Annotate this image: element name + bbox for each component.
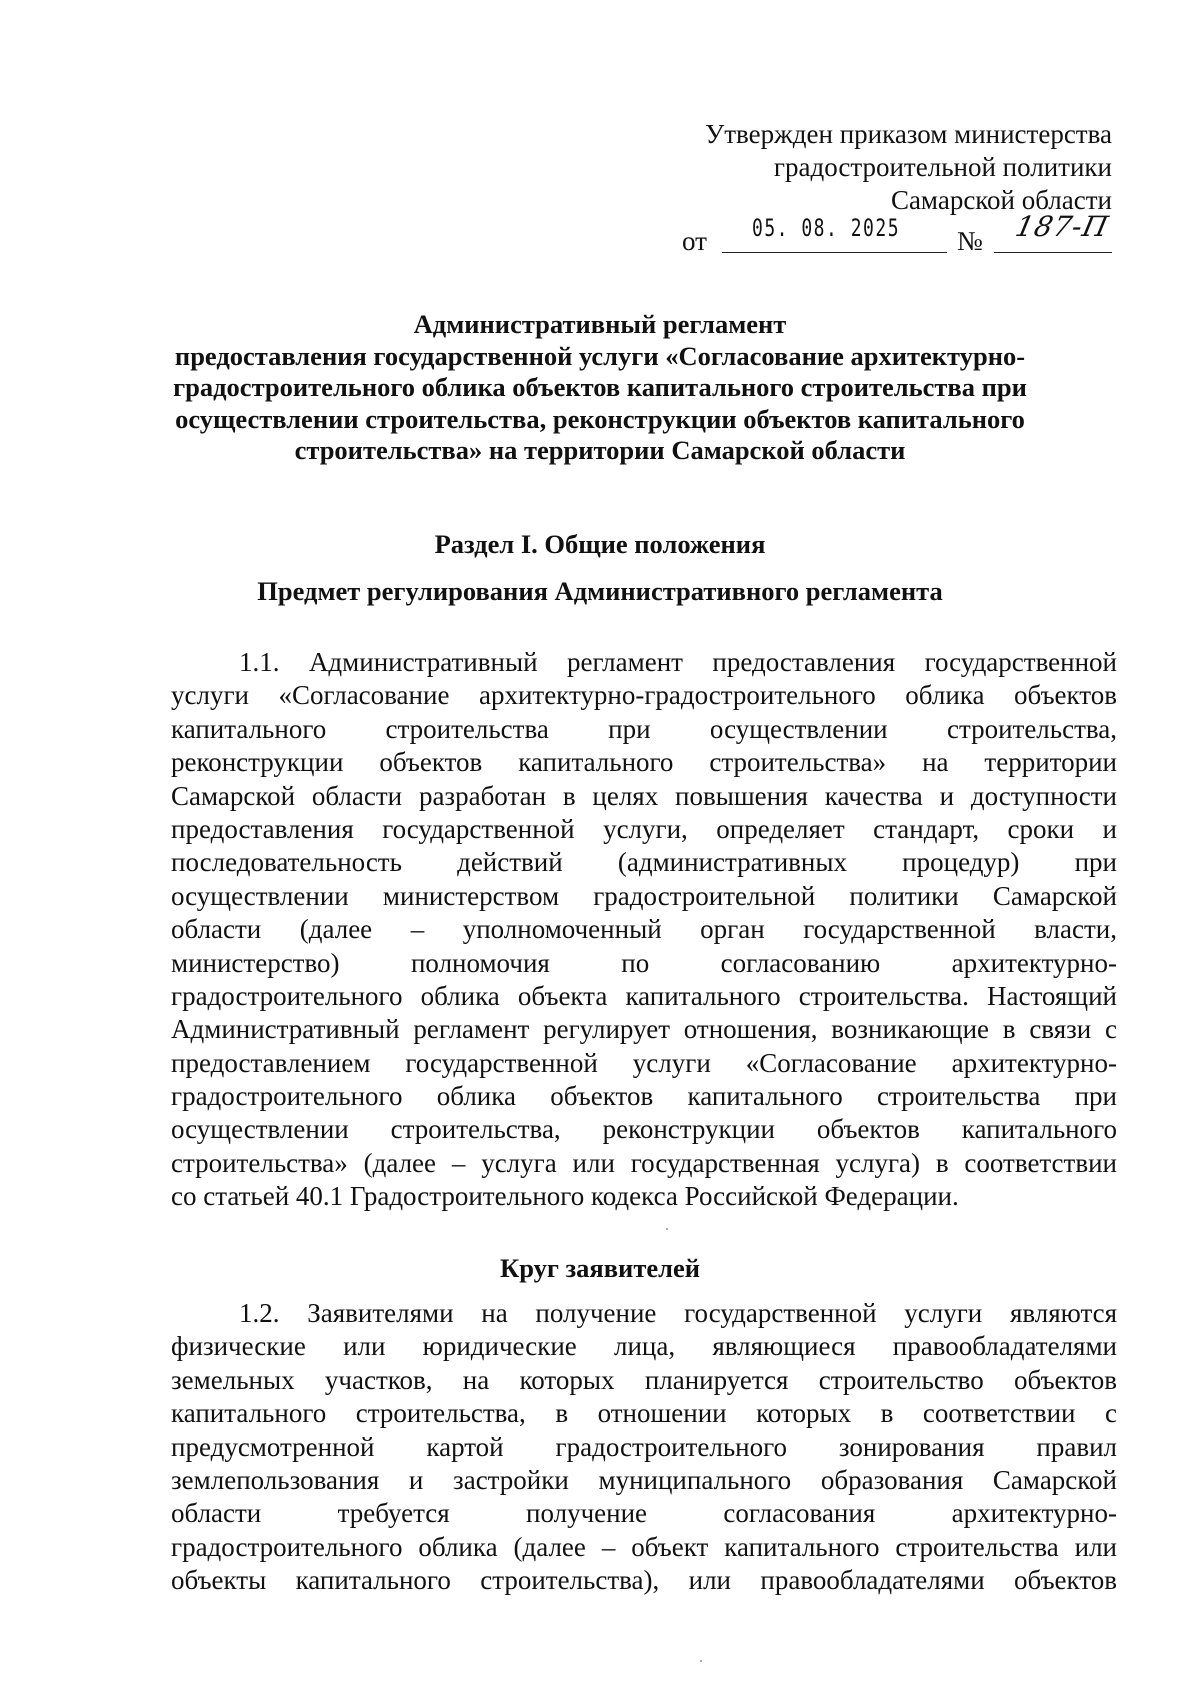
title-line: Административный регламент <box>413 309 787 339</box>
order-date-number-row <box>682 212 1112 258</box>
title-line: осуществлении строительства, реконструкции объектов капитального <box>175 403 1025 434</box>
paragraph-line: 1.2. Заявителями на получение государственной услуги являются <box>239 1298 1117 1328</box>
approval-block <box>705 118 1112 217</box>
paragraph-line: 1.1. Административный регламент предоставления государственной <box>239 647 1117 677</box>
paragraph-line: капитального строительства при осуществлении строительства, <box>171 713 1117 744</box>
paragraph-line: физические или юридические лица, являющиеся правообладателями <box>171 1331 1117 1362</box>
section-heading: Раздел I. Общие положения <box>434 529 766 559</box>
date-prefix: от <box>682 226 707 256</box>
paragraph-line: области (далее – уполномоченный орган государственной власти, <box>171 914 1117 945</box>
scan-speck <box>666 1228 668 1230</box>
paragraph-line: предоставления государственной услуги, определяет стандарт, сроки и <box>171 813 1117 844</box>
paragraph-line: строительства» (далее – услуга или государственная услуга) в соответствии <box>171 1147 1117 1178</box>
paragraph-line: землепользования и застройки муниципального образования Самарской <box>171 1464 1117 1495</box>
paragraph-line: Самарской области разработан в целях повышения качества и доступности <box>171 780 1117 811</box>
subject-heading: Предмет регулирования Административного регламента <box>257 576 943 606</box>
approval-line: градостроительной политики <box>773 152 1112 182</box>
paragraph-1-1 <box>171 646 1117 1214</box>
title-line: строительства» на территории Самарской области <box>294 435 906 465</box>
paragraph-line: градостроительного облика (далее – объект капитального строительства или <box>171 1531 1117 1562</box>
document-title <box>150 309 1050 467</box>
scan-speck <box>700 1660 702 1662</box>
paragraph-line: министерство) полномочия по согласованию архитектурно- <box>171 947 1117 978</box>
paragraph-line: осуществлении министерством градостроительной политики Самарской <box>171 880 1117 911</box>
paragraph-line: предусмотренной картой градостроительного зонирования правил <box>171 1431 1117 1462</box>
paragraph-line: реконструкции объектов капитального строительства» на территории <box>171 747 1117 778</box>
approval-line: Самарской области <box>890 185 1112 215</box>
paragraph-line: области требуется получение согласования архитектурно- <box>171 1498 1117 1529</box>
paragraph-line: капитального строительства, в отношении которых в соответствии с <box>171 1398 1117 1429</box>
paragraph-line: последовательность действий (административных процедур) при <box>171 847 1117 878</box>
paragraph-line: объекты капитального строительства), или правообладателями объектов <box>171 1565 1117 1596</box>
approval-line: Утвержден приказом министерства <box>705 119 1112 149</box>
title-line: предоставления государственной услуги «Согласование архитектурно- <box>174 340 1026 371</box>
date-field <box>722 212 947 253</box>
paragraph-line: предоставлением государственной услуги «Согласование архитектурно- <box>171 1047 1117 1078</box>
paragraph-line: градостроительного облика объектов капитального строительства при <box>171 1081 1117 1112</box>
order-number-handwritten: 187-П <box>1012 210 1112 243</box>
paragraph-line: со статьей 40.1 Градостроительного кодекса Российской Федерации. <box>171 1181 959 1212</box>
paragraph-line: услуги «Согласование архитектурно-градостроительного облика объектов <box>171 680 1117 711</box>
paragraph-line: земельных участков, на которых планируется строительство объектов <box>171 1364 1117 1395</box>
paragraph-1-2 <box>171 1297 1117 1598</box>
paragraph-line: градостроительного облика объекта капитального строительства. Настоящий <box>171 980 1117 1011</box>
number-field <box>994 212 1112 253</box>
order-date-stamp: 05. 08. 2025 <box>752 214 901 242</box>
paragraph-line: Административный регламент регулирует отношения, возникающие в связи с <box>171 1014 1117 1045</box>
number-label: № <box>957 226 983 256</box>
paragraph-line: осуществлении строительства, реконструкции объектов капитального <box>171 1114 1117 1145</box>
applicants-heading: Круг заявителей <box>499 1253 700 1283</box>
title-line: градостроительного облика объектов капитального строительства при <box>173 372 1027 402</box>
